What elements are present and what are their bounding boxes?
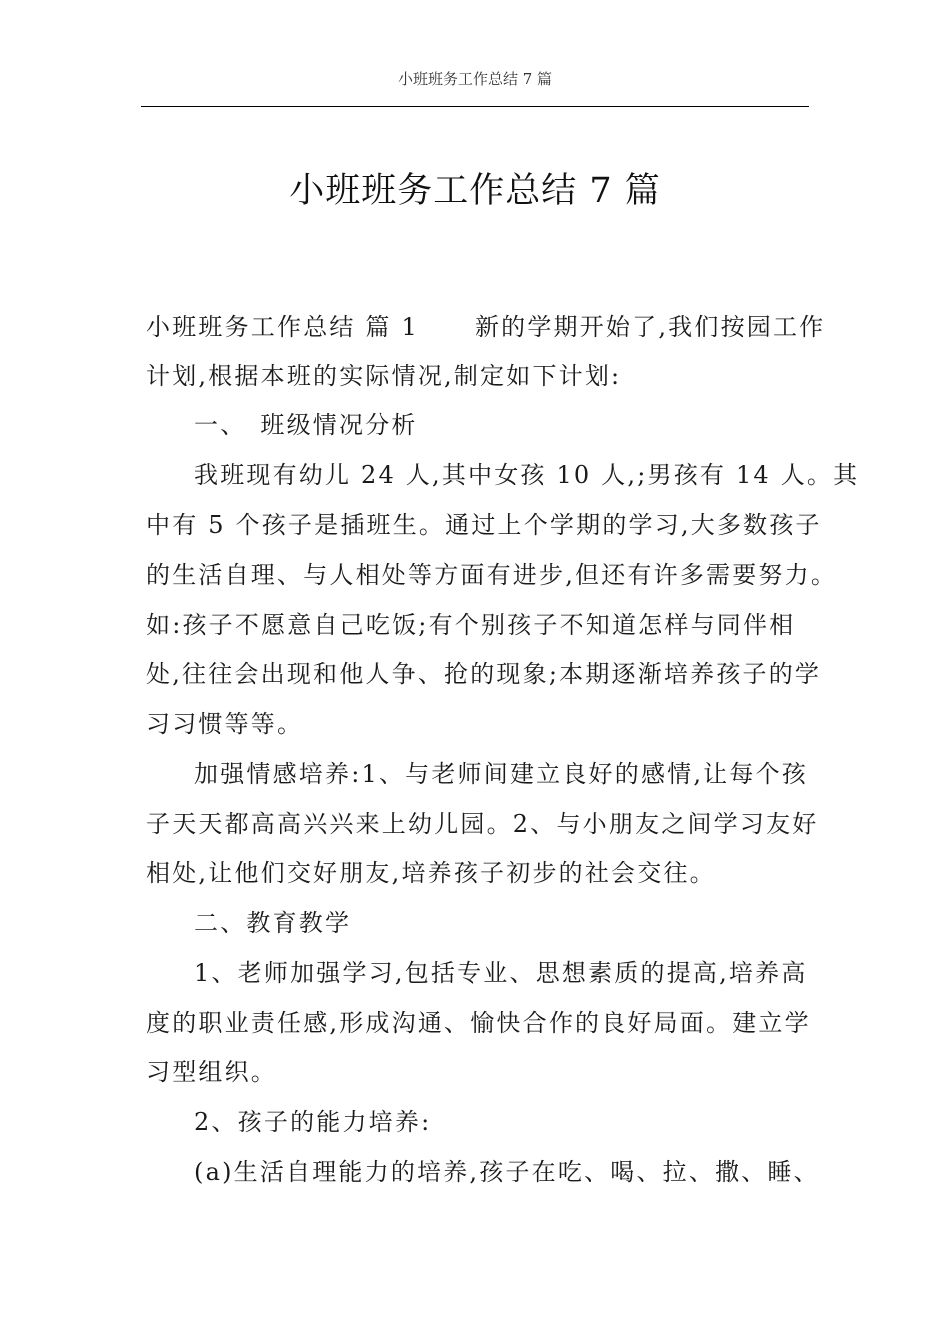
paragraph-line: 习型组织。 <box>146 1058 277 1086</box>
paragraph-line: 如:孩子不愿意自己吃饭;有个别孩子不知道怎样与同伴相 <box>146 611 796 639</box>
paragraph-line: 2、孩子的能力培养: <box>194 1108 432 1136</box>
paragraph-line: 度的职业责任感,形成沟通、愉快合作的良好局面。建立学 <box>146 1009 811 1037</box>
section-heading: 二、教育教学 <box>194 909 352 937</box>
section-title: 班级情况分析 <box>260 411 418 439</box>
paragraph-line: 习习惯等等。 <box>146 710 304 738</box>
paragraph-line: 中有 5 个孩子是插班生。通过上个学期的学习,大多数孩子 <box>146 511 822 539</box>
running-header: 小班班务工作总结 7 篇 <box>397 70 553 88</box>
paragraph-line: 计划,根据本班的实际情况,制定如下计划: <box>146 362 622 390</box>
article-heading: 小班班务工作总结 篇 1 <box>146 313 419 341</box>
paragraph-line: 我班现有幼儿 24 人,其中女孩 10 人,;男孩有 14 人。其 <box>194 461 860 489</box>
paragraph-line: 相处,让他们交好朋友,培养孩子初步的社会交往。 <box>146 859 716 887</box>
header-divider <box>141 106 809 107</box>
paragraph-line: 处,往往会出现和他人争、抢的现象;本期逐渐培养孩子的学 <box>146 660 822 688</box>
document-title: 小班班务工作总结 7 篇 <box>289 171 661 211</box>
paragraph-text: 新的学期开始了,我们按园工作 <box>474 313 826 341</box>
section-heading <box>194 410 866 440</box>
section-number: 一、 <box>194 411 247 439</box>
paragraph-line: 子天天都高高兴兴来上幼儿园。2、与小朋友之间学习友好 <box>146 810 819 838</box>
paragraph-line: 1、老师加强学习,包括专业、思想素质的提高,培养高 <box>194 959 808 987</box>
paragraph-line: 加强情感培养:1、与老师间建立良好的感情,让每个孩 <box>194 760 808 788</box>
paragraph-line: (a)生活自理能力的培养,孩子在吃、喝、拉、撒、睡、 <box>194 1158 820 1186</box>
paragraph-line <box>146 312 826 342</box>
paragraph-line: 的生活自理、与人相处等方面有进步,但还有许多需要努力。 <box>146 561 838 589</box>
